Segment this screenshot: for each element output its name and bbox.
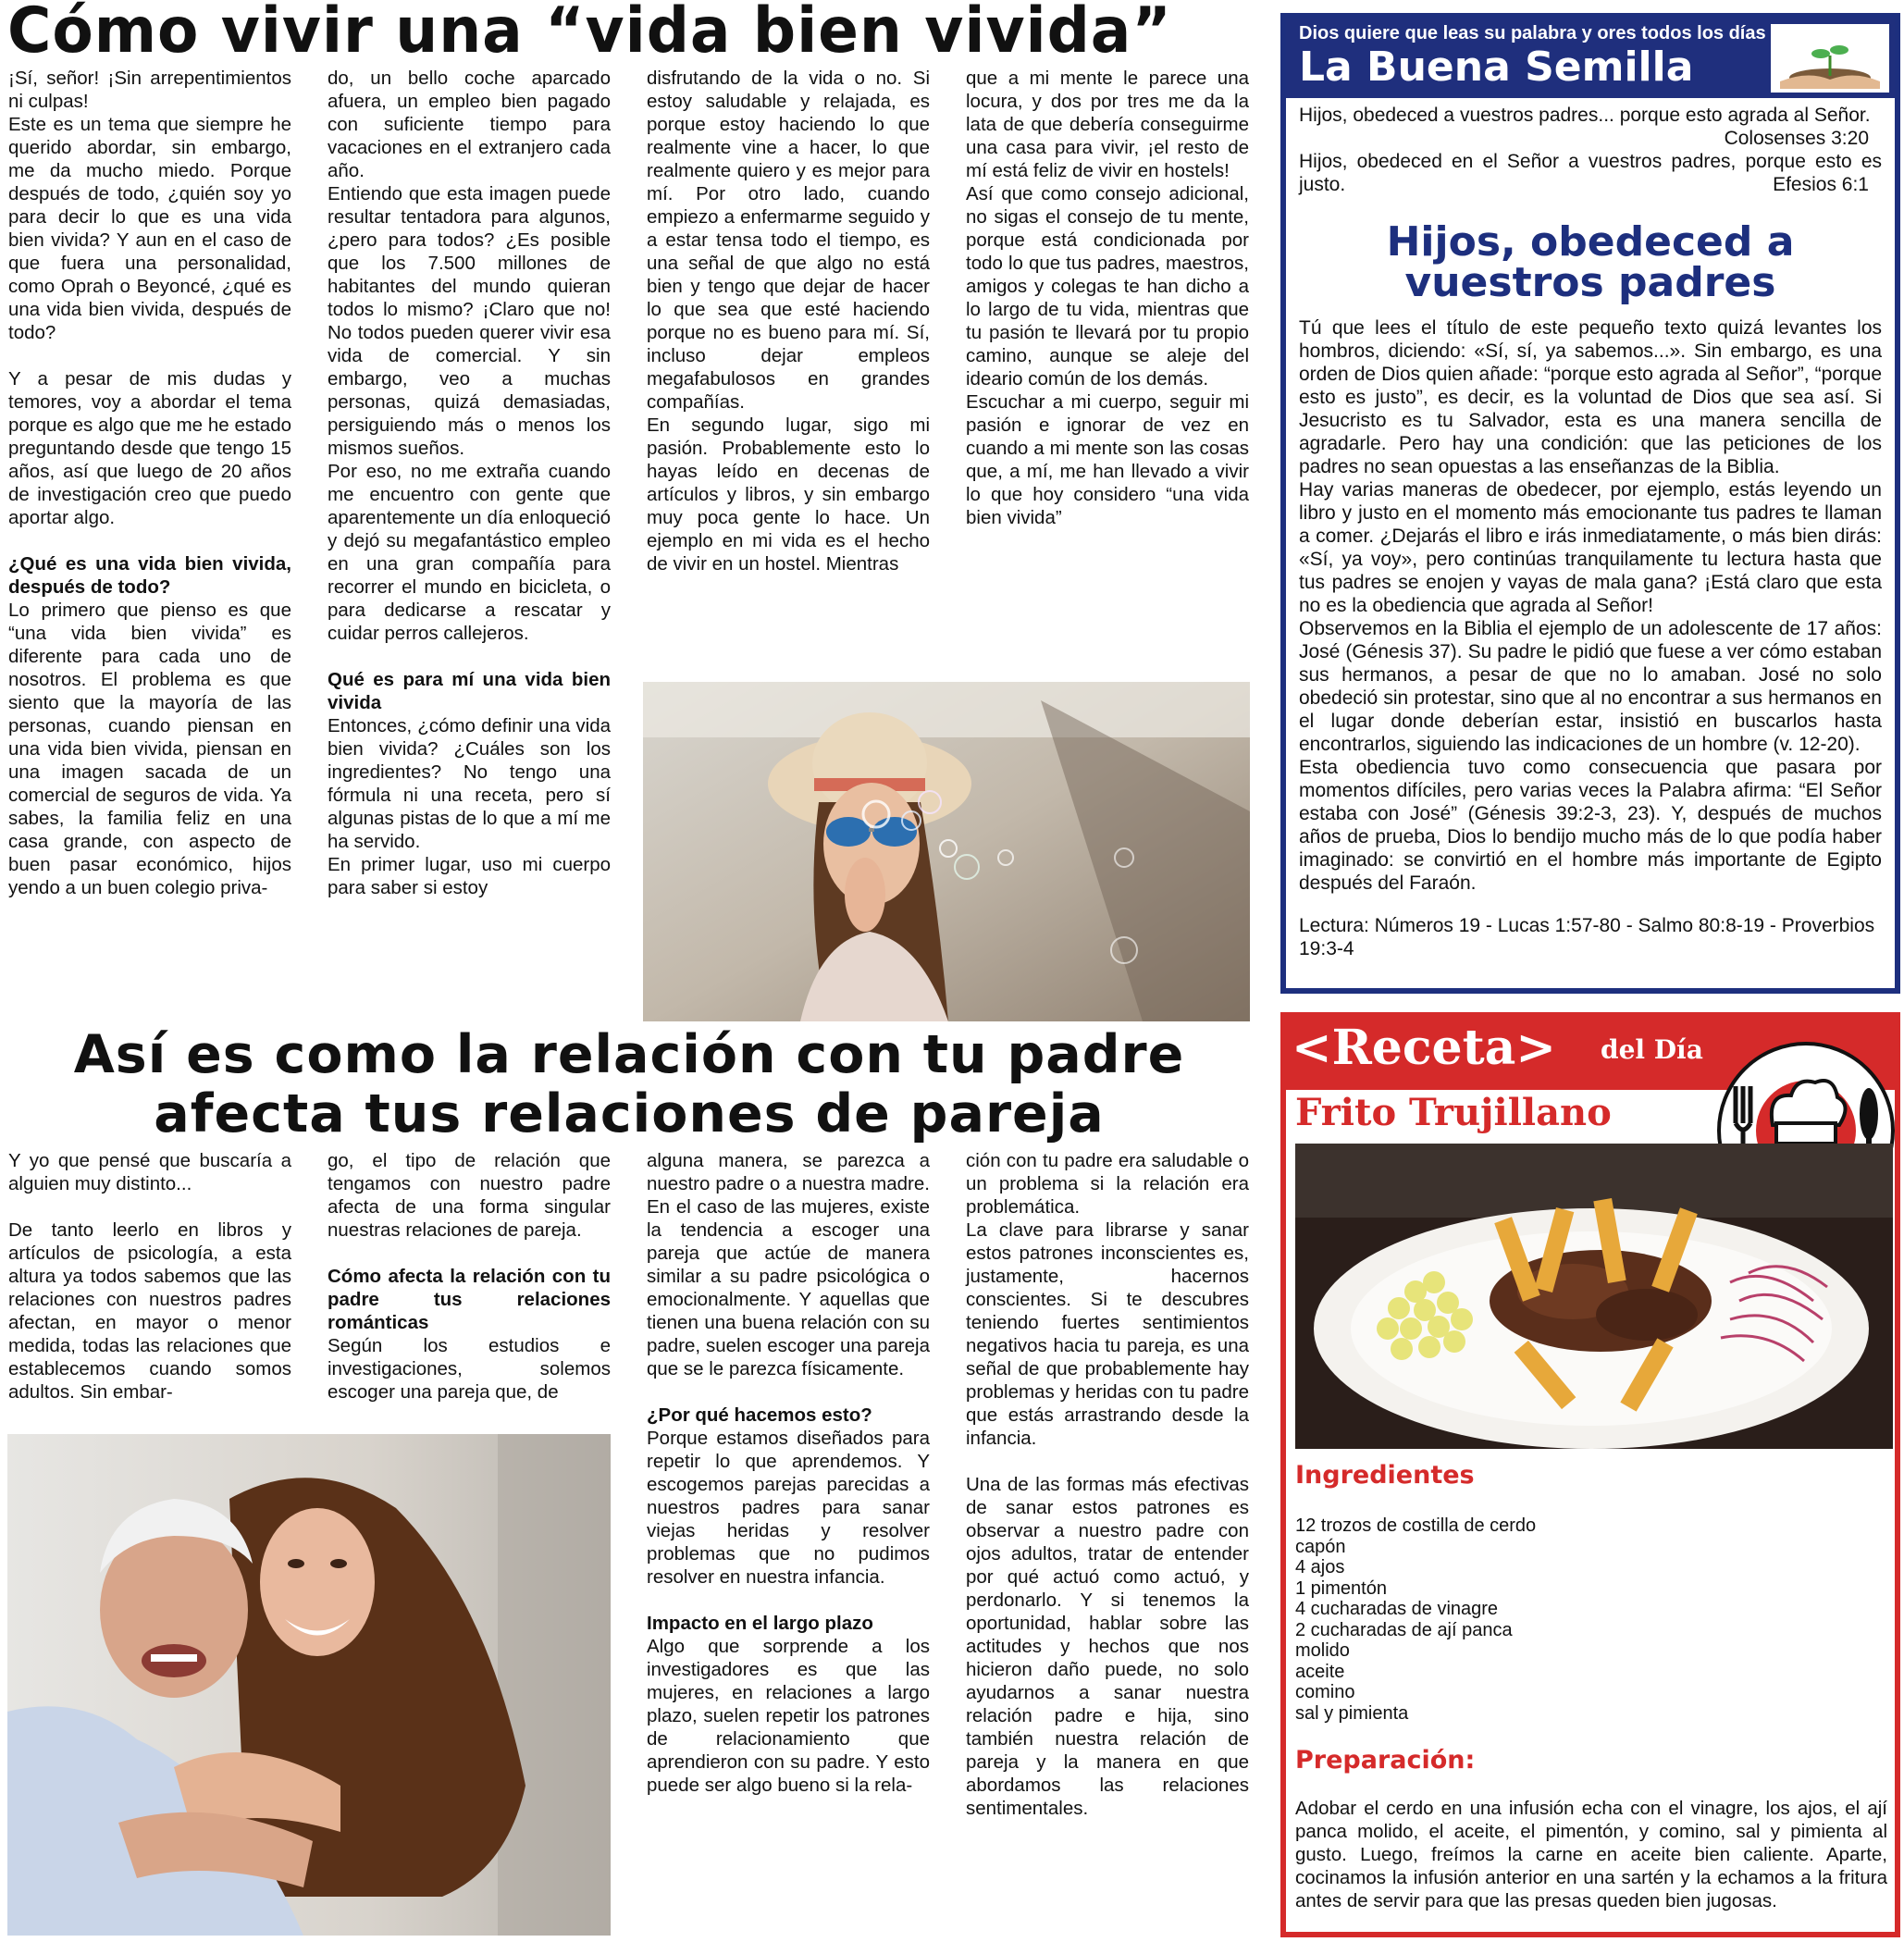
receta-title: Frito Trujillano xyxy=(1295,1091,1612,1134)
article2-column-2 xyxy=(328,1149,611,1404)
paragraph: ción con tu padre era saludable o un problema si la relación era problemática. xyxy=(966,1150,1249,1218)
ingredients-heading: Ingredientes xyxy=(1295,1461,1475,1490)
heading-line-2: vuestros padres xyxy=(1404,259,1776,306)
heading-line-1: Hijos, obedeced a xyxy=(1386,218,1795,266)
paragraph: Algo que sorprende a los investigadores es que las mujeres, en relaciones a largo plazo, suelen repetir los patrones de relacionamiento que aprendieron con su padre. Y esto puede ser algo bueno si la rela- xyxy=(647,1636,930,1796)
article2-headline-line2: afecta tus relaciones de pareja xyxy=(154,1083,1105,1144)
buena-semilla-title: La Buena Semilla xyxy=(1299,43,1694,91)
buena-semilla-heading xyxy=(1299,218,1882,306)
paragraph: disfrutando de la vida o no. Si estoy saludable y relajada, es porque estoy haciendo lo que realmente vine a hacer, lo que realmente quiero y es mejor para mí. Por otro lado, cuando empiezo a enfermarme seguido y a estar tensa todo el tiempo, es una señal de que algo no está bien y tengo que dejar de hacer lo que sea que esté haciendo porque no es bueno para mí. Sí, incluso dejar empleos megafabulosos en grandes compañías. xyxy=(647,68,930,413)
paragraph: Porque estamos diseñados para repetir lo que aprendemos. Y escogemos parejas parecidas a nuestros padres para sanar viejas heridas y resolver problemas que no pudimos resolver en nuestra infancia. xyxy=(647,1428,930,1588)
verse-2 xyxy=(1299,150,1882,196)
ingredient-item: 4 ajos xyxy=(1295,1557,1345,1577)
frito-trujillano-photo xyxy=(1295,1144,1893,1449)
paragraph: Entonces, ¿cómo definir una vida bien vivida? ¿Cuáles son los ingredientes? No tengo una fórmula ni una receta, pero sí algunas pistas de lo que a mí me ha servido. xyxy=(328,715,611,852)
subheading: ¿Por qué hacemos esto? xyxy=(647,1404,872,1426)
paragraph: Según los estudios e investigaciones, solemos escoger una pareja que, de xyxy=(328,1335,611,1403)
article2-column-3 xyxy=(647,1149,930,1797)
receta-box xyxy=(1280,1012,1900,1937)
verse-1-text: Hijos, obedeced a vuestros padres... porque esto agrada al Señor. xyxy=(1299,105,1871,126)
paragraph: do, un bello coche aparcado afuera, un empleo bien pagado con suficiente tiempo para vacaciones en el extranjero cada año. xyxy=(328,68,611,181)
paragraph: Este es un tema que siempre he querido abordar, sin embargo, me da mucho miedo. Porque después de todo, ¿quién soy yo para decir lo que es una vida bien vivida? Y aun en el caso de que fuera una personalidad, como Oprah o Beyoncé, ¿qué es una vida bien vivida, después de todo? xyxy=(8,114,291,343)
article1-column-4 xyxy=(966,67,1249,529)
paragraph: go, el tipo de relación que tengamos con nuestro padre afecta de una forma singular nuestras relaciones de pareja. xyxy=(328,1150,611,1241)
article1-column-2 xyxy=(328,67,611,899)
paragraph: Tú que lees el título de este pequeño texto quizá levantes los hombros, diciendo: «Sí, sí, ya sabemos...». Sin embargo, es una orden de Dios quien añade: “porque esto agrada al Señor”, “porque esto es justo”, es decir, es la voluntad de Dios que sea así. Si Jesucristo es tu Salvador, esta es una manera sencilla de agradarle. Pero hay una condición: que las peticiones de los padres no sean opuestas a las enseñanzas de la Biblia. xyxy=(1299,317,1882,477)
paragraph: De tanto leerlo en libros y artículos de psicología, a esta altura ya todos sabemos que las relaciones con nuestros padres afectan, en mayor o menor medida, todas las relaciones que establecemos cuando somos adultos. Sin embar- xyxy=(8,1219,291,1403)
paragraph: Y yo que pensé que buscaría a alguien muy distinto... xyxy=(8,1150,291,1194)
preparation-text: Adobar el cerdo en una infusión echa con el vinagre, los ajos, el ají panca molido, el aceite, el pimentón, y comino, sal y pimienta al gusto. Luego, freímos la carne en aceite bien caliente. Aparte, cocinamos la infusión anterior en una sartén y la echamos a la fritura antes de servir para que las presas queden bien jugosas. xyxy=(1295,1798,1887,1911)
preparation-heading: Preparación: xyxy=(1295,1746,1476,1775)
paragraph: que a mi mente le parece una locura, y dos por tres me da la lata de que debería conseguirme una casa para vivir, ¡el resto de mí está feliz de vivir en hostels! xyxy=(966,68,1249,181)
ingredient-item: 4 cucharadas de vinagre xyxy=(1295,1599,1499,1619)
paragraph: Y a pesar de mis dudas y temores, voy a abordar el tema porque es algo que me he estado preguntando desde que tengo 15 años, así que luego de 20 años de investigación creo que puedo aportar algo. xyxy=(8,368,291,528)
verse-1 xyxy=(1299,104,1882,149)
subheading: Cómo afecta la relación con tu padre tus relaciones románticas xyxy=(328,1266,611,1333)
buena-semilla-tagline: Dios quiere que leas su palabra y ores todos los días xyxy=(1299,23,1766,43)
woman-bubbles-photo xyxy=(643,682,1250,1021)
verse-2-ref: Efesios 6:1 xyxy=(1773,174,1869,195)
paragraph: Entiendo que esta imagen puede resultar tentadora para algunos, ¿pero para todos? ¿Es posible que los 7.500 millones de habitantes del mundo quieran todos lo mismo? ¡Claro que no! No todos pueden querer vivir esa vida de comercial. Y sin embargo, veo a muchas personas, quizá demasiadas, persiguiendo más o menos los mismos sueños. xyxy=(328,183,611,459)
article1-headline: Cómo vivir una “vida bien vivida” xyxy=(7,0,1172,68)
ingredient-item: capón xyxy=(1295,1536,1346,1557)
ingredient-item: 2 cucharadas de ají panca xyxy=(1295,1619,1513,1640)
ingredient-item: sal y pimienta xyxy=(1295,1702,1409,1724)
receta-badge-suffix: del Día xyxy=(1601,1034,1703,1065)
paragraph: alguna manera, se parezca a nuestro padre o a nuestra madre. En el caso de las mujeres, existe la tendencia a escoger una pareja que actúe de manera similar a su padre psicológica o emocionalmente. Y aquellas que tienen una buena relación con su padre, suelen escoger una pareja que se le parezca físicamente. xyxy=(647,1150,930,1379)
ingredient-item: comino xyxy=(1295,1682,1355,1702)
article2-headline-line1: Así es como la relación con tu padre xyxy=(73,1024,1185,1085)
buena-semilla-header xyxy=(1286,19,1895,98)
article1-column-1 xyxy=(8,67,291,899)
paragraph: Observemos en la Biblia el ejemplo de un adolescente de 17 años: José (Génesis 37). Su padre le pidió que fuese a ver cómo estaban sus hermanos, a pesar de que no lo amaban. José no solo obedeció sin protestar, sino que al no encontrar a sus hermanos en el lugar donde deberían estar, insistió en buscarlos hasta encontrarlos, siguiendo las indicaciones de un hombre (v. 12-20). xyxy=(1299,618,1882,755)
paragraph: Una de las formas más efectivas de sanar estos patrones es observar a nuestro padre con ojos adultos, tratar de entender por qué actuó como actuó, y perdonarlo. Y si tenemos la oportunidad, hablar sobre las actitudes y hechos que nos hicieron daño puede, no solo ayudarnos a sanar nuestra relación padre e hija, sino también nuestra relación de pareja y la manera en que abordamos las relaciones sentimentales. xyxy=(966,1474,1249,1819)
father-daughter-photo xyxy=(7,1434,611,1936)
verse-1-ref: Colosenses 3:20 xyxy=(1724,128,1869,149)
article2-column-1 xyxy=(8,1149,291,1404)
article1-column-3 xyxy=(647,67,930,575)
paragraph: En primer lugar, uso mi cuerpo para saber si estoy xyxy=(328,854,611,898)
paragraph: Por eso, no me extraña cuando me encuentro con gente que aparentemente un día enloqueció y dejó su megafantástico empleo en una gran compañía para recorrer el mundo en bicicleta, o para dedicarse a rescatar y cuidar perros callejeros. xyxy=(328,461,611,644)
reading-list: Lectura: Números 19 - Lucas 1:57-80 - Salmo 80:8-19 - Proverbios 19:3-4 xyxy=(1299,915,1875,959)
subheading: Impacto en el largo plazo xyxy=(647,1613,873,1634)
paragraph: La clave para librarse y sanar estos patrones inconscientes es, justamente, hacernos conscientes. Si te descubres teniendo fuertes sentimientos negativos hacia tu pareja, es una señal de que probablemente hay problemas y heridas con tu padre que estás arrastrando desde la infancia. xyxy=(966,1219,1249,1449)
seedling-icon xyxy=(1771,24,1889,93)
ingredient-item: molido xyxy=(1295,1640,1350,1661)
ingredient-item: 12 trozos de costilla de cerdo xyxy=(1295,1515,1537,1536)
ingredients-list xyxy=(1295,1515,1665,1724)
verse-2-text: Hijos, obedeced en el Señor a vuestros padres, porque esto es justo. xyxy=(1299,151,1882,195)
subheading: Qué es para mí una vida bien vivida xyxy=(328,669,611,713)
paragraph: Escuchar a mi cuerpo, seguir mi pasión e ignorar de vez en cuando a mi mente son las cosas que, a mí, me han llevado a vivir lo que hoy considero “una vida bien vivida” xyxy=(966,391,1249,528)
paragraph: Lo primero que pienso es que “una vida bien vivida” es diferente para cada uno de nosotros. El problema es que siento que la mayoría de las personas, cuando piensan en una vida bien vivida, piensan en una imagen sacada de un comercial de seguros de vida. Ya sabes, la familia feliz en una casa grande, con aspecto de buen pasar económico, hijos yendo a un buen colegio priva- xyxy=(8,600,291,898)
paragraph: ¡Sí, señor! ¡Sin arrepentimientos ni culpas! xyxy=(8,68,291,112)
paragraph: Así que como consejo adicional, no sigas el consejo de tu mente, porque está condicionada por todo lo que tus padres, maestros, amigos y colegas te han dicho a lo largo de tu vida, mientras que tu pasión te llevará por tu propio camino, aunque se aleje del ideario común de los demás. xyxy=(966,183,1249,390)
paragraph: Esta obediencia tuvo como consecuencia que pasara por momentos difíciles, pero varias veces la Palabra afirma: “El Señor estaba con José” (Génesis 39:2-3, 23). Y, después de muchos años de prueba, Dios lo bendijo mucho más de lo que podía haber imaginado: se convirtió en el hombre más importante de Egipto después del Faraón. xyxy=(1299,757,1882,894)
buena-semilla-body xyxy=(1299,104,1882,960)
ingredient-item: aceite xyxy=(1295,1661,1345,1682)
buena-semilla-box xyxy=(1280,13,1900,994)
paragraph: En segundo lugar, sigo mi pasión. Probablemente esto lo hayas leído en decenas de artículos y libros, y sin embargo muy poca gente lo hace. Un ejemplo en mi vida es el hecho de vivir en un hostel. Mientras xyxy=(647,414,930,575)
article2-column-4 xyxy=(966,1149,1249,1820)
subheading: ¿Qué es una vida bien vivida, después de todo? xyxy=(8,553,291,598)
receta-badge: <Receta> xyxy=(1292,1020,1556,1076)
ingredient-item: 1 pimentón xyxy=(1295,1577,1387,1599)
paragraph: Hay varias maneras de obedecer, por ejemplo, estás leyendo un libro y justo en el momento más emocionante tus padres te llaman a comer. ¿Dejarás el libro e irás inmediatamente, o más bien dirás: «Sí, ya voy», pero continúas tranquilamente tu lectura hasta que tus padres se enojen y vayas de mala gana? ¡Está claro que esta no es la obediencia que agrada al Señor! xyxy=(1299,479,1882,616)
